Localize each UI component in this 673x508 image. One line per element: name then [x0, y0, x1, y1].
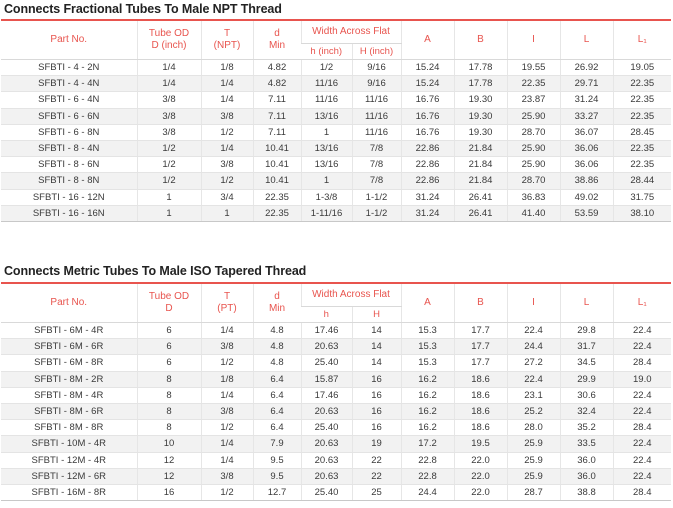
l1-cell: 22.35: [613, 157, 671, 173]
i-cell: 25.9: [507, 468, 560, 484]
table-row: [1, 452, 671, 468]
l-cell: 53.59: [560, 205, 613, 221]
header-l1: L₁: [613, 283, 671, 323]
table-row: [1, 140, 671, 156]
min-d-cell: 4.8: [253, 355, 301, 371]
h-cell: 25.40: [301, 355, 352, 371]
header-i: I: [507, 283, 560, 323]
h-cell: 1: [301, 173, 352, 189]
H-cell: 22: [352, 452, 401, 468]
thread-t-cell: 1: [201, 205, 253, 221]
table-row: [1, 468, 671, 484]
tube-od-cell: 12: [137, 468, 201, 484]
header-b: B: [454, 20, 507, 60]
l1-cell: 22.35: [613, 76, 671, 92]
min-d-cell: 22.35: [253, 205, 301, 221]
i-cell: 25.90: [507, 157, 560, 173]
table2-body: [1, 323, 671, 501]
table-row: [1, 189, 671, 205]
tube-od-cell: 6: [137, 339, 201, 355]
header-tube-od: Tube OD D (inch): [137, 20, 201, 60]
table-row: [1, 92, 671, 108]
thread-t-cell: 1/4: [201, 140, 253, 156]
tube-od-cell: 6: [137, 323, 201, 339]
l1-cell: 19.0: [613, 371, 671, 387]
a-cell: 24.4: [401, 484, 454, 500]
h-cell: 25.40: [301, 420, 352, 436]
l-cell: 31.24: [560, 92, 613, 108]
l-cell: 36.0: [560, 468, 613, 484]
thread-t-cell: 3/8: [201, 108, 253, 124]
h-cell: 1-3/8: [301, 189, 352, 205]
H-cell: 11/16: [352, 92, 401, 108]
header-tube-od: Tube OD D: [137, 283, 201, 323]
header-l: L: [560, 283, 613, 323]
l-cell: 29.9: [560, 371, 613, 387]
tube-od-cell: 6: [137, 355, 201, 371]
h-cell: 13/16: [301, 157, 352, 173]
tube-od-cell: 3/8: [137, 124, 201, 140]
part-no-cell: SFBTI - 6M - 4R: [1, 323, 137, 339]
a-cell: 15.24: [401, 60, 454, 76]
tube-od-cell: 8: [137, 387, 201, 403]
b-cell: 22.0: [454, 468, 507, 484]
part-no-cell: SFBTI - 8M - 8R: [1, 420, 137, 436]
l-cell: 26.92: [560, 60, 613, 76]
l1-cell: 31.75: [613, 189, 671, 205]
table-row: [1, 484, 671, 500]
a-cell: 16.2: [401, 420, 454, 436]
part-no-cell: SFBTI - 4 - 2N: [1, 60, 137, 76]
thread-t-cell: 1/8: [201, 60, 253, 76]
table-row: [1, 403, 671, 419]
i-cell: 28.0: [507, 420, 560, 436]
min-d-cell: 7.9: [253, 436, 301, 452]
b-cell: 22.0: [454, 484, 507, 500]
header-a: A: [401, 283, 454, 323]
b-cell: 17.78: [454, 60, 507, 76]
min-d-cell: 4.82: [253, 60, 301, 76]
table-row: [1, 339, 671, 355]
part-no-cell: SFBTI - 12M - 4R: [1, 452, 137, 468]
H-cell: 1-1/2: [352, 189, 401, 205]
l-cell: 29.8: [560, 323, 613, 339]
table-row: [1, 60, 671, 76]
part-no-cell: SFBTI - 6 - 8N: [1, 124, 137, 140]
h-cell: 11/16: [301, 92, 352, 108]
i-cell: 25.2: [507, 403, 560, 419]
l1-cell: 28.45: [613, 124, 671, 140]
l1-cell: 22.4: [613, 452, 671, 468]
i-cell: 25.9: [507, 436, 560, 452]
a-cell: 16.2: [401, 387, 454, 403]
i-cell: 24.4: [507, 339, 560, 355]
H-cell: 19: [352, 436, 401, 452]
H-cell: 14: [352, 339, 401, 355]
min-d-cell: 6.4: [253, 371, 301, 387]
a-cell: 22.86: [401, 140, 454, 156]
tube-od-cell: 8: [137, 420, 201, 436]
part-no-cell: SFBTI - 6 - 6N: [1, 108, 137, 124]
header-h-small: h: [301, 307, 352, 323]
i-cell: 28.70: [507, 173, 560, 189]
table-row: [1, 173, 671, 189]
b-cell: 18.6: [454, 387, 507, 403]
thread-t-cell: 1/4: [201, 323, 253, 339]
table2-title: Connects Metric Tubes To Male ISO Tapered Thread: [4, 264, 307, 278]
a-cell: 31.24: [401, 205, 454, 221]
thread-t-cell: 1/2: [201, 420, 253, 436]
part-no-cell: SFBTI - 6M - 6R: [1, 339, 137, 355]
b-cell: 19.30: [454, 124, 507, 140]
table-row: [1, 76, 671, 92]
l-cell: 36.0: [560, 452, 613, 468]
tube-od-cell: 3/8: [137, 108, 201, 124]
header-thread-t: T (PT): [201, 283, 253, 323]
part-no-cell: SFBTI - 16 - 16N: [1, 205, 137, 221]
l-cell: 38.86: [560, 173, 613, 189]
H-cell: 7/8: [352, 173, 401, 189]
table-row: [1, 323, 671, 339]
header-part-no: Part No.: [1, 283, 137, 323]
table-row: [1, 157, 671, 173]
b-cell: 18.6: [454, 420, 507, 436]
part-no-cell: SFBTI - 16M - 8R: [1, 484, 137, 500]
header-l1: L₁: [613, 20, 671, 60]
i-cell: 36.83: [507, 189, 560, 205]
thread-t-cell: 1/2: [201, 173, 253, 189]
b-cell: 26.41: [454, 205, 507, 221]
l1-cell: 28.4: [613, 484, 671, 500]
h-cell: 20.63: [301, 452, 352, 468]
table1-title: Connects Fractional Tubes To Male NPT Thread: [4, 2, 282, 16]
thread-t-cell: 3/8: [201, 339, 253, 355]
table-row: [1, 371, 671, 387]
h-cell: 11/16: [301, 76, 352, 92]
l-cell: 34.5: [560, 355, 613, 371]
part-no-cell: SFBTI - 8 - 8N: [1, 173, 137, 189]
i-cell: 25.9: [507, 452, 560, 468]
b-cell: 17.7: [454, 323, 507, 339]
l-cell: 38.8: [560, 484, 613, 500]
min-d-cell: 4.82: [253, 76, 301, 92]
H-cell: 9/16: [352, 60, 401, 76]
thread-t-cell: 1/4: [201, 76, 253, 92]
l1-cell: 22.4: [613, 403, 671, 419]
h-cell: 15.87: [301, 371, 352, 387]
tube-od-cell: 1/2: [137, 157, 201, 173]
header-thread-t: T (NPT): [201, 20, 253, 60]
min-d-cell: 4.8: [253, 323, 301, 339]
part-no-cell: SFBTI - 8M - 4R: [1, 387, 137, 403]
H-cell: 11/16: [352, 108, 401, 124]
tube-od-cell: 1: [137, 205, 201, 221]
header-width-across-flat: Width Across Flat: [301, 20, 401, 44]
l1-cell: 22.4: [613, 468, 671, 484]
b-cell: 26.41: [454, 189, 507, 205]
i-cell: 25.90: [507, 108, 560, 124]
tube-od-cell: 10: [137, 436, 201, 452]
min-d-cell: 22.35: [253, 189, 301, 205]
h-cell: 20.63: [301, 339, 352, 355]
b-cell: 17.7: [454, 339, 507, 355]
table-row: [1, 108, 671, 124]
header-h-large: H: [352, 307, 401, 323]
H-cell: 1-1/2: [352, 205, 401, 221]
part-no-cell: SFBTI - 8M - 6R: [1, 403, 137, 419]
thread-t-cell: 1/4: [201, 436, 253, 452]
b-cell: 18.6: [454, 371, 507, 387]
l-cell: 30.6: [560, 387, 613, 403]
tube-od-cell: 1/4: [137, 76, 201, 92]
H-cell: 14: [352, 355, 401, 371]
tube-od-cell: 1/2: [137, 173, 201, 189]
thread-t-cell: 1/2: [201, 124, 253, 140]
iso-spec-table: [1, 282, 671, 501]
a-cell: 22.8: [401, 468, 454, 484]
l-cell: 35.2: [560, 420, 613, 436]
thread-t-cell: 3/8: [201, 468, 253, 484]
thread-t-cell: 1/2: [201, 484, 253, 500]
tube-od-cell: 16: [137, 484, 201, 500]
H-cell: 22: [352, 468, 401, 484]
tube-od-cell: 8: [137, 403, 201, 419]
H-cell: 14: [352, 323, 401, 339]
l1-cell: 22.4: [613, 323, 671, 339]
min-d-cell: 6.4: [253, 387, 301, 403]
i-cell: 19.55: [507, 60, 560, 76]
tube-od-cell: 8: [137, 371, 201, 387]
i-cell: 25.90: [507, 140, 560, 156]
H-cell: 16: [352, 387, 401, 403]
l1-cell: 28.44: [613, 173, 671, 189]
table-row: [1, 205, 671, 221]
b-cell: 21.84: [454, 140, 507, 156]
header-i: I: [507, 20, 560, 60]
h-cell: 13/16: [301, 140, 352, 156]
l-cell: 33.5: [560, 436, 613, 452]
header-part-no: Part No.: [1, 20, 137, 60]
h-cell: 17.46: [301, 387, 352, 403]
H-cell: 16: [352, 371, 401, 387]
min-d-cell: 10.41: [253, 140, 301, 156]
min-d-cell: 4.8: [253, 339, 301, 355]
part-no-cell: SFBTI - 8 - 6N: [1, 157, 137, 173]
h-cell: 25.40: [301, 484, 352, 500]
l1-cell: 28.4: [613, 355, 671, 371]
l1-cell: 22.4: [613, 339, 671, 355]
l1-cell: 22.35: [613, 140, 671, 156]
a-cell: 15.3: [401, 323, 454, 339]
min-d-cell: 7.11: [253, 108, 301, 124]
min-d-cell: 10.41: [253, 157, 301, 173]
thread-t-cell: 1/4: [201, 92, 253, 108]
header-h-small: h (inch): [301, 44, 352, 60]
table1-body: [1, 60, 671, 222]
min-d-cell: 6.4: [253, 403, 301, 419]
a-cell: 22.86: [401, 157, 454, 173]
l-cell: 29.71: [560, 76, 613, 92]
h-cell: 13/16: [301, 108, 352, 124]
thread-t-cell: 3/8: [201, 157, 253, 173]
thread-t-cell: 1/2: [201, 355, 253, 371]
part-no-cell: SFBTI - 8 - 4N: [1, 140, 137, 156]
l-cell: 32.4: [560, 403, 613, 419]
l1-cell: 22.4: [613, 436, 671, 452]
h-cell: 1: [301, 124, 352, 140]
h-cell: 1/2: [301, 60, 352, 76]
thread-t-cell: 3/8: [201, 403, 253, 419]
l-cell: 33.27: [560, 108, 613, 124]
part-no-cell: SFBTI - 8M - 2R: [1, 371, 137, 387]
h-cell: 1-11/16: [301, 205, 352, 221]
b-cell: 18.6: [454, 403, 507, 419]
tube-od-cell: 1: [137, 189, 201, 205]
l-cell: 49.02: [560, 189, 613, 205]
part-no-cell: SFBTI - 16 - 12N: [1, 189, 137, 205]
H-cell: 16: [352, 420, 401, 436]
i-cell: 22.4: [507, 323, 560, 339]
i-cell: 23.87: [507, 92, 560, 108]
a-cell: 16.76: [401, 92, 454, 108]
part-no-cell: SFBTI - 4 - 4N: [1, 76, 137, 92]
b-cell: 22.0: [454, 452, 507, 468]
l-cell: 31.7: [560, 339, 613, 355]
table-row: [1, 420, 671, 436]
h-cell: 17.46: [301, 323, 352, 339]
min-d-cell: 10.41: [253, 173, 301, 189]
thread-t-cell: 1/4: [201, 387, 253, 403]
tube-od-cell: 3/8: [137, 92, 201, 108]
thread-t-cell: 3/4: [201, 189, 253, 205]
H-cell: 7/8: [352, 157, 401, 173]
part-no-cell: SFBTI - 12M - 6R: [1, 468, 137, 484]
b-cell: 17.78: [454, 76, 507, 92]
header-h-large: H (inch): [352, 44, 401, 60]
b-cell: 21.84: [454, 157, 507, 173]
l1-cell: 22.4: [613, 387, 671, 403]
part-no-cell: SFBTI - 10M - 4R: [1, 436, 137, 452]
a-cell: 16.76: [401, 124, 454, 140]
l1-cell: 22.35: [613, 108, 671, 124]
b-cell: 19.30: [454, 92, 507, 108]
part-no-cell: SFBTI - 6 - 4N: [1, 92, 137, 108]
min-d-cell: 12.7: [253, 484, 301, 500]
a-cell: 15.3: [401, 339, 454, 355]
H-cell: 11/16: [352, 124, 401, 140]
l1-cell: 22.35: [613, 92, 671, 108]
b-cell: 19.30: [454, 108, 507, 124]
header-b: B: [454, 283, 507, 323]
i-cell: 28.7: [507, 484, 560, 500]
i-cell: 23.1: [507, 387, 560, 403]
min-d-cell: 9.5: [253, 452, 301, 468]
part-no-cell: SFBTI - 6M - 8R: [1, 355, 137, 371]
l-cell: 36.07: [560, 124, 613, 140]
i-cell: 22.4: [507, 371, 560, 387]
tube-od-cell: 1/4: [137, 60, 201, 76]
header-width-across-flat: Width Across Flat: [301, 283, 401, 307]
l-cell: 36.06: [560, 157, 613, 173]
header-min-d: d Min: [253, 20, 301, 60]
a-cell: 15.3: [401, 355, 454, 371]
table-row: [1, 124, 671, 140]
H-cell: 25: [352, 484, 401, 500]
npt-spec-table: [1, 19, 671, 222]
h-cell: 20.63: [301, 436, 352, 452]
l1-cell: 19.05: [613, 60, 671, 76]
l-cell: 36.06: [560, 140, 613, 156]
table-row: [1, 355, 671, 371]
i-cell: 28.70: [507, 124, 560, 140]
header-l: L: [560, 20, 613, 60]
h-cell: 20.63: [301, 403, 352, 419]
a-cell: 31.24: [401, 189, 454, 205]
header-min-d: d Min: [253, 283, 301, 323]
a-cell: 22.8: [401, 452, 454, 468]
thread-t-cell: 1/4: [201, 452, 253, 468]
min-d-cell: 9.5: [253, 468, 301, 484]
i-cell: 22.35: [507, 76, 560, 92]
table-row: [1, 387, 671, 403]
l1-cell: 28.4: [613, 420, 671, 436]
min-d-cell: 7.11: [253, 124, 301, 140]
i-cell: 41.40: [507, 205, 560, 221]
h-cell: 20.63: [301, 468, 352, 484]
a-cell: 16.76: [401, 108, 454, 124]
b-cell: 21.84: [454, 173, 507, 189]
header-a: A: [401, 20, 454, 60]
b-cell: 17.7: [454, 355, 507, 371]
i-cell: 27.2: [507, 355, 560, 371]
l1-cell: 38.10: [613, 205, 671, 221]
tube-od-cell: 12: [137, 452, 201, 468]
b-cell: 19.5: [454, 436, 507, 452]
tube-od-cell: 1/2: [137, 140, 201, 156]
a-cell: 17.2: [401, 436, 454, 452]
min-d-cell: 7.11: [253, 92, 301, 108]
a-cell: 16.2: [401, 371, 454, 387]
min-d-cell: 6.4: [253, 420, 301, 436]
a-cell: 22.86: [401, 173, 454, 189]
H-cell: 16: [352, 403, 401, 419]
H-cell: 7/8: [352, 140, 401, 156]
thread-t-cell: 1/8: [201, 371, 253, 387]
H-cell: 9/16: [352, 76, 401, 92]
table-row: [1, 436, 671, 452]
a-cell: 16.2: [401, 403, 454, 419]
a-cell: 15.24: [401, 76, 454, 92]
